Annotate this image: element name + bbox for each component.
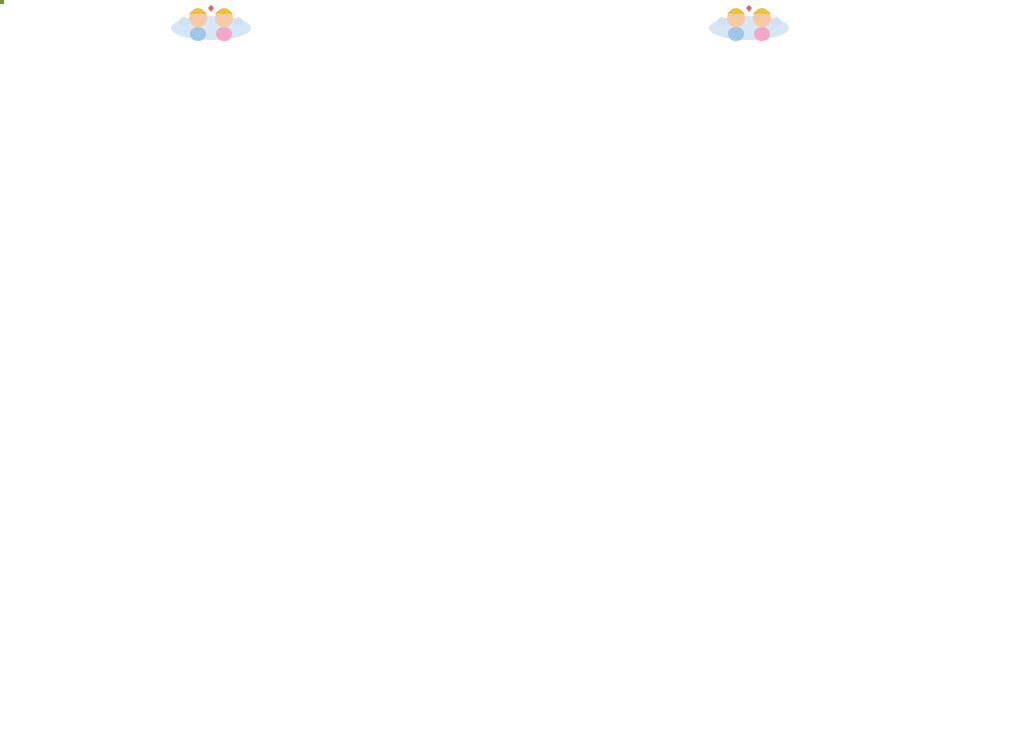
cupid-angels-icon [168,2,254,44]
page-header [0,0,1032,46]
cupid-angels-icon [706,2,792,44]
